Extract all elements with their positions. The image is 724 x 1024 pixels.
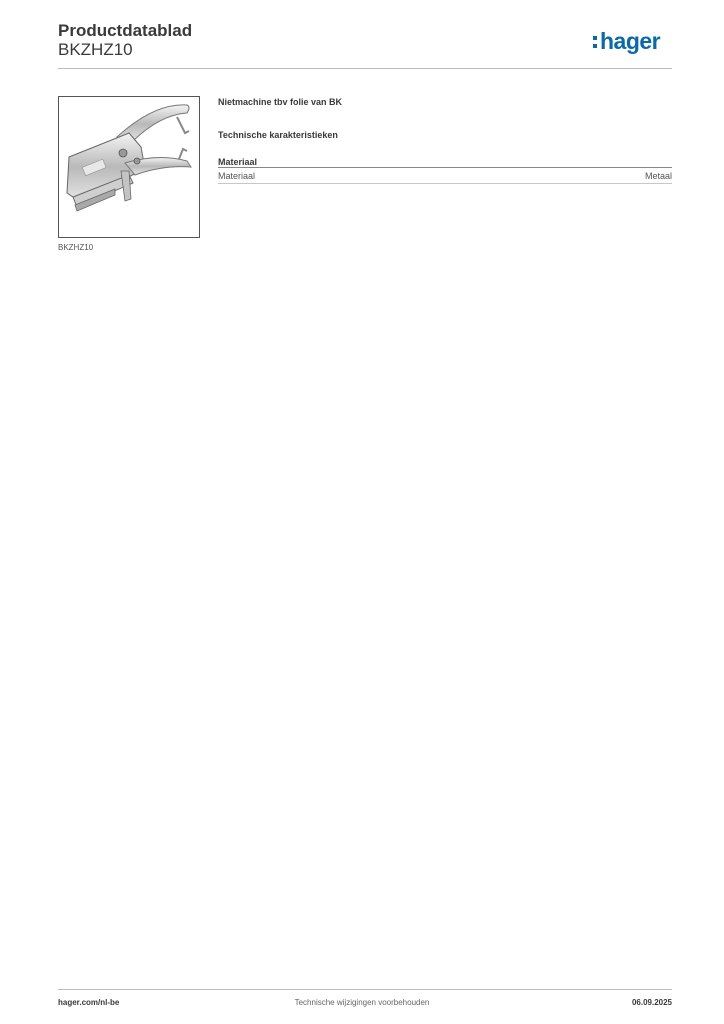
section-title: Technische karakteristieken xyxy=(218,130,338,140)
header-divider xyxy=(58,68,672,69)
stapler-photo xyxy=(59,97,199,237)
product-name: Nietmachine tbv folie van BK xyxy=(218,97,343,107)
table-row xyxy=(218,167,672,184)
logo-text: hager xyxy=(600,28,661,54)
image-caption: BKZHZ10 xyxy=(58,243,94,252)
spec-group-title: Materiaal xyxy=(218,157,258,167)
product-image xyxy=(58,96,200,238)
footer-website: hager.com/nl-be xyxy=(58,998,120,1007)
spec-value: Metaal xyxy=(644,170,672,181)
spec-label: Materiaal xyxy=(218,170,256,181)
footer-date: 06.09.2025 xyxy=(631,998,672,1007)
spec-table xyxy=(218,167,672,184)
hager-logo xyxy=(592,26,674,58)
footer-divider xyxy=(58,989,672,990)
product-code: BKZHZ10 xyxy=(58,40,133,59)
footer-notice: Technische wijzigingen voorbehouden xyxy=(294,998,430,1007)
page-title: Productdatablad xyxy=(58,21,193,40)
